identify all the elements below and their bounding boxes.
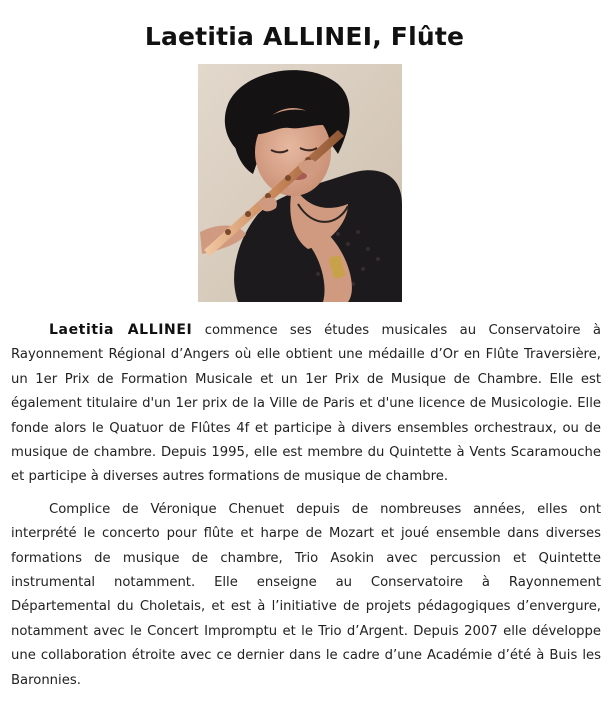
artist-name: Laetitia ALLINEI [49,322,193,338]
bio-paragraph-1 [11,318,601,490]
biography [11,318,601,701]
page-title: Laetitia ALLINEI, Flûte [144,22,465,51]
bio-paragraph-2: Complice de Véronique Chenuet depuis de nombreuses années, elles ont interprété le concerto pour flûte et harpe de Mozart et joué ensemble dans diverses formations de musique de chambre, Trio Asokin avec percussion et Quintette instrumental notamment. Elle enseigne au Conservatoire à Rayonnement Départemental du Choletais, et est à l’initiative de projets pédagogiques d’envergure, notamment avec le Concert Impromptu et le Trio d’Argent. Depuis 2007 elle développe une collaboration étroite avec ce dernier dans le cadre d’une Académie d’été à Buis les Baronnies. [11,501,601,688]
bio-paragraph-1-text: commence ses études musicales au Conservatoire à Rayonnement Régional d’Angers où elle obtient une médaille d’Or en Flûte Traversière, un 1er Prix de Formation Musicale et un 1er Prix de Musique de Chambre. Elle est également titulaire d'un 1er prix de la Ville de Paris et d'une licence de Musicologie. Elle fonde alors le Quatuor de Flûtes 4f et participe à divers ensembles orchestraux, ou de musique de chambre. Depuis 1995, elle est membre du Quintette à Vents Scaramouche et participe à diverses autres formations de musique de chambre. [11,323,601,485]
artist-portrait [198,64,402,302]
